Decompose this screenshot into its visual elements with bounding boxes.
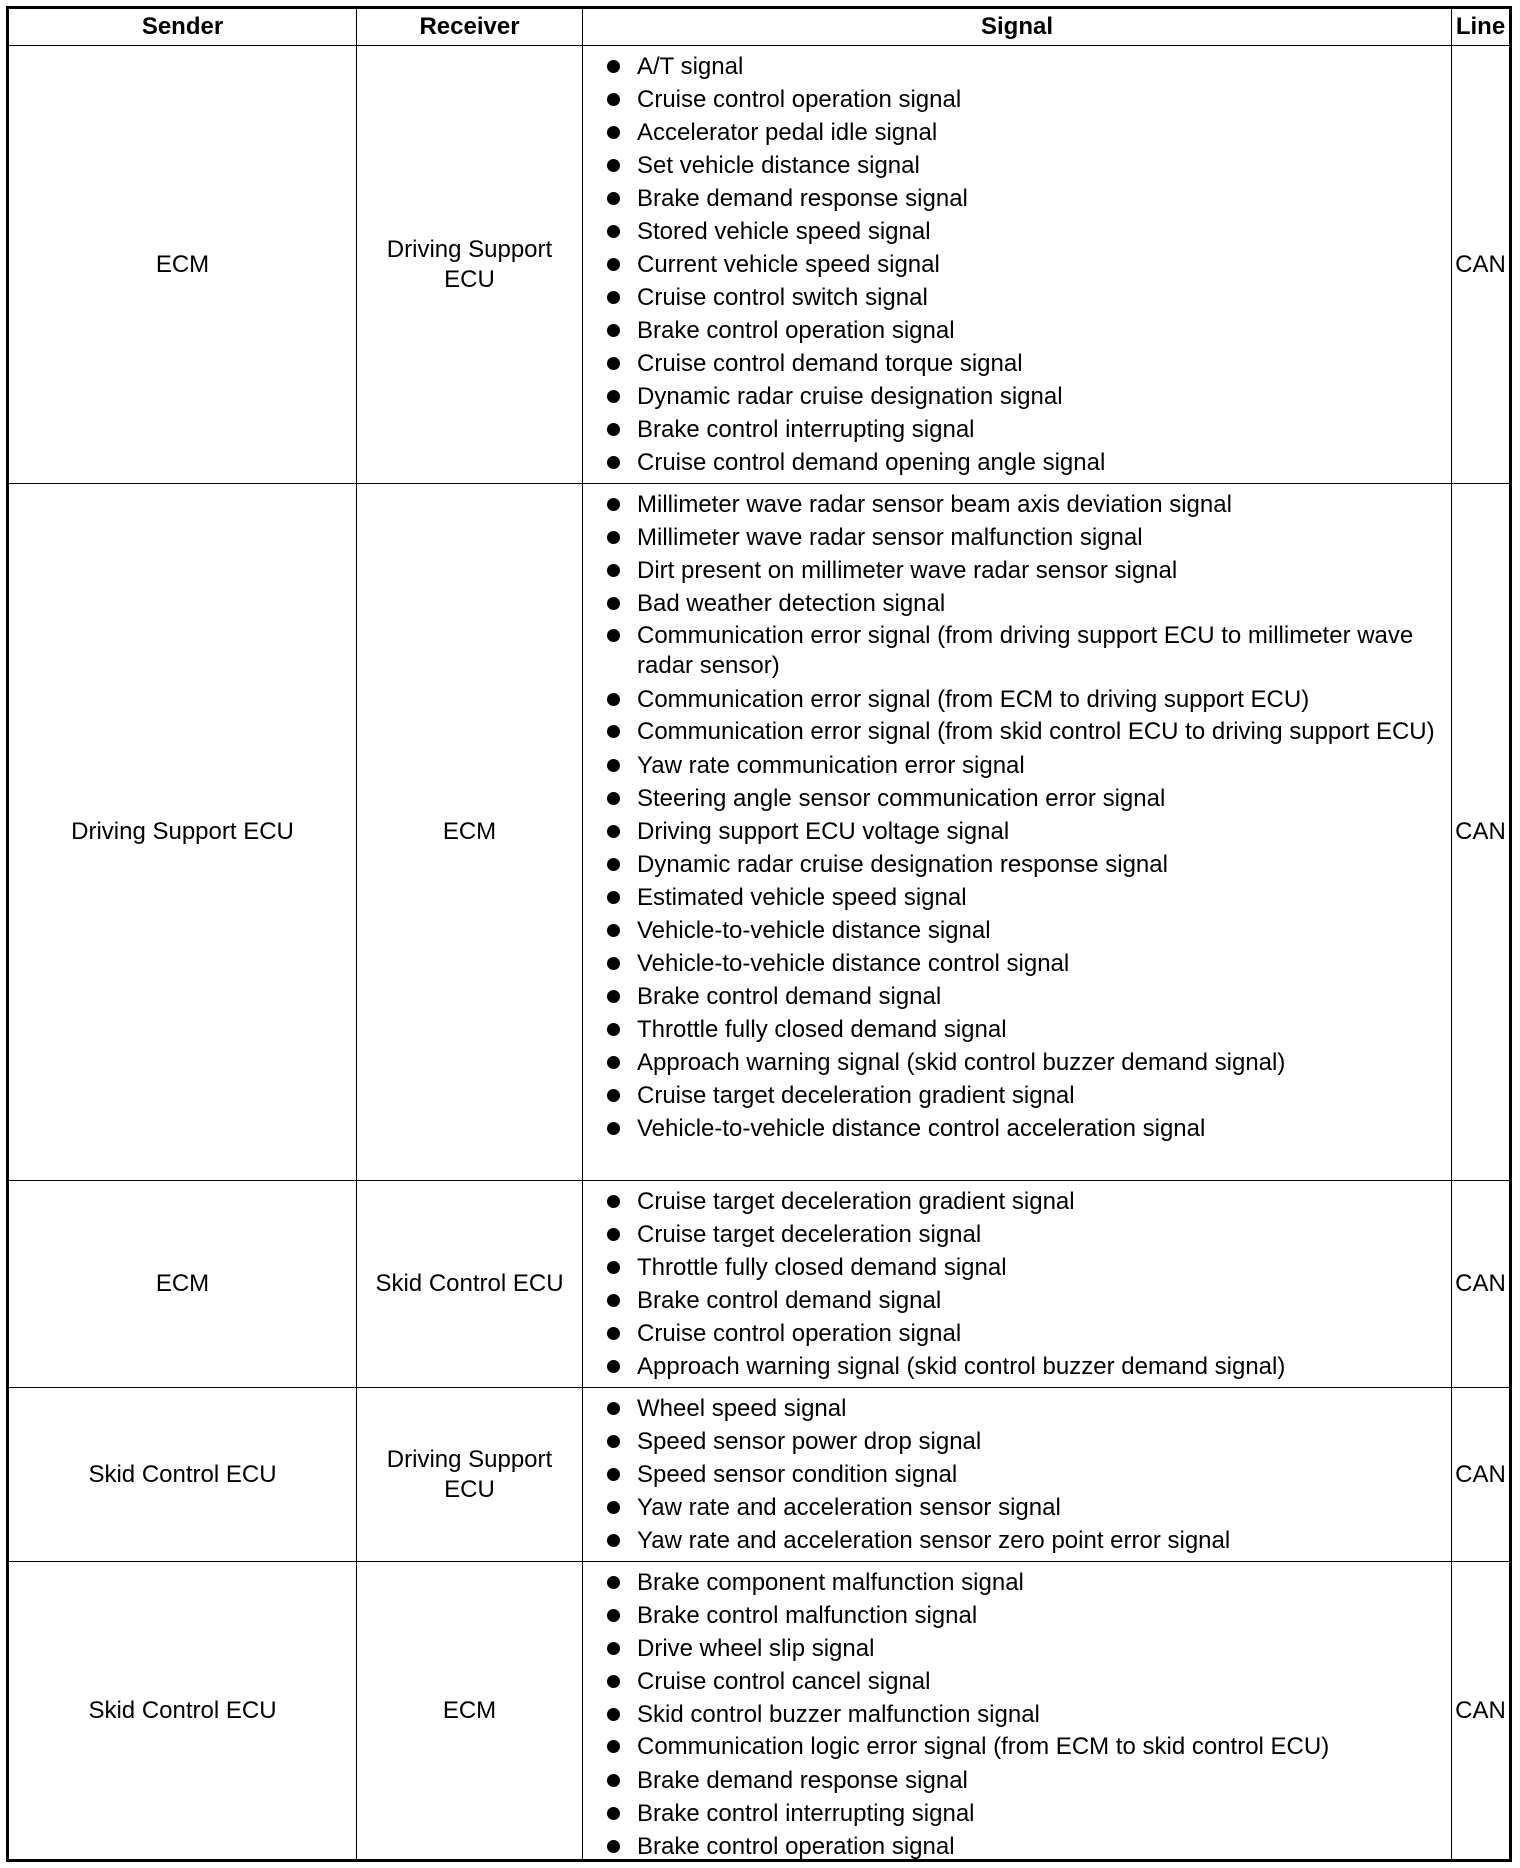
signal-item: Throttle fully closed demand signal	[605, 1251, 1285, 1284]
signal-item: Millimeter wave radar sensor beam axis deviation signal	[605, 488, 1451, 521]
signal-list	[605, 1392, 1230, 1557]
signal-item: Bad weather detection signal	[605, 587, 1451, 620]
signal-item: Speed sensor condition signal	[605, 1458, 1230, 1491]
sender-cell: Skid Control ECU	[9, 1388, 357, 1562]
receiver-cell: ECM	[357, 1562, 583, 1859]
receiver-cell	[357, 46, 583, 484]
signal-list	[605, 50, 1105, 479]
signal-cell	[583, 1181, 1452, 1388]
signal-item: Yaw rate communication error signal	[605, 749, 1451, 782]
signal-item: Vehicle-to-vehicle distance signal	[605, 914, 1451, 947]
signal-item: Dynamic radar cruise designation response signal	[605, 848, 1451, 881]
signal-item: Brake component malfunction signal	[605, 1566, 1329, 1599]
signal-cell	[583, 46, 1452, 484]
line-cell: CAN	[1452, 484, 1509, 1181]
sender-cell: ECM	[9, 1181, 357, 1388]
signal-item: Communication logic error signal (from ECM to skid control ECU)	[605, 1731, 1329, 1764]
signal-item: Skid control buzzer malfunction signal	[605, 1698, 1329, 1731]
signal-item: Steering angle sensor communication error signal	[605, 782, 1451, 815]
signal-list	[605, 488, 1451, 1145]
signal-item: Communication error signal (from driving support ECU to millimeter wave radar sensor)	[605, 620, 1451, 683]
signal-list	[605, 1185, 1285, 1383]
sender-cell: Skid Control ECU	[9, 1562, 357, 1859]
signal-item: Driving support ECU voltage signal	[605, 815, 1451, 848]
signal-cell	[583, 1388, 1452, 1562]
signal-item: Wheel speed signal	[605, 1392, 1230, 1425]
signal-item: Cruise target deceleration signal	[605, 1218, 1285, 1251]
receiver-cell	[357, 1388, 583, 1562]
signal-item: Cruise control demand torque signal	[605, 347, 1105, 380]
receiver-label: Driving Support ECU	[386, 1445, 553, 1503]
header-signal: Signal	[583, 9, 1452, 46]
sender-cell: Driving Support ECU	[9, 484, 357, 1181]
line-cell: CAN	[1452, 1181, 1509, 1388]
signal-item: Brake control demand signal	[605, 980, 1451, 1013]
signal-item: Current vehicle speed signal	[605, 248, 1105, 281]
signal-item: Cruise target deceleration gradient signal	[605, 1185, 1285, 1218]
header-sender: Sender	[9, 9, 357, 46]
receiver-cell: ECM	[357, 484, 583, 1181]
signal-item: Brake control operation signal	[605, 1830, 1329, 1859]
line-cell: CAN	[1455, 1696, 1506, 1724]
signal-item: Dynamic radar cruise designation signal	[605, 380, 1105, 413]
signal-cell	[583, 1562, 1452, 1859]
signal-item: Cruise control switch signal	[605, 281, 1105, 314]
signal-item: Millimeter wave radar sensor malfunction signal	[605, 521, 1451, 554]
signal-item: Vehicle-to-vehicle distance control signal	[605, 947, 1451, 980]
signal-item: Cruise control cancel signal	[605, 1665, 1329, 1698]
line-cell: CAN	[1452, 1388, 1509, 1562]
signal-item: Drive wheel slip signal	[605, 1632, 1329, 1665]
line-cell: CAN	[1452, 46, 1509, 484]
signal-item: Brake control malfunction signal	[605, 1599, 1329, 1632]
sender-cell: ECM	[9, 46, 357, 484]
signal-item: Cruise control operation signal	[605, 83, 1105, 116]
signal-item: Brake demand response signal	[605, 1764, 1329, 1797]
signal-item: Speed sensor power drop signal	[605, 1425, 1230, 1458]
receiver-label: Driving Support ECU	[386, 235, 553, 293]
header-line: Line	[1452, 9, 1509, 46]
signal-item: Brake demand response signal	[605, 182, 1105, 215]
can-signal-table	[6, 6, 1512, 1862]
signal-item: Accelerator pedal idle signal	[605, 116, 1105, 149]
signal-item: A/T signal	[605, 50, 1105, 83]
signal-item: Stored vehicle speed signal	[605, 215, 1105, 248]
receiver-cell: Skid Control ECU	[357, 1181, 583, 1388]
signal-item: Brake control operation signal	[605, 314, 1105, 347]
signal-item: Brake control demand signal	[605, 1284, 1285, 1317]
signal-item: Brake control interrupting signal	[605, 413, 1105, 446]
signal-item: Communication error signal (from skid control ECU to driving support ECU)	[605, 716, 1451, 749]
signal-item: Vehicle-to-vehicle distance control acceleration signal	[605, 1112, 1451, 1145]
header-receiver: Receiver	[357, 9, 583, 46]
signal-item: Brake control interrupting signal	[605, 1797, 1329, 1830]
signal-item: Yaw rate and acceleration sensor signal	[605, 1491, 1230, 1524]
signal-item: Approach warning signal (skid control buzzer demand signal)	[605, 1350, 1285, 1383]
signal-item: Dirt present on millimeter wave radar sensor signal	[605, 554, 1451, 587]
signal-item: Cruise control demand opening angle signal	[605, 446, 1105, 479]
signal-list	[605, 1566, 1329, 1859]
signal-item: Communication error signal (from ECM to driving support ECU)	[605, 683, 1451, 716]
signal-item: Estimated vehicle speed signal	[605, 881, 1451, 914]
signal-item: Yaw rate and acceleration sensor zero point error signal	[605, 1524, 1230, 1557]
signal-item: Cruise control operation signal	[605, 1317, 1285, 1350]
signal-item: Cruise target deceleration gradient signal	[605, 1079, 1451, 1112]
signal-item: Throttle fully closed demand signal	[605, 1013, 1451, 1046]
signal-cell	[583, 484, 1452, 1181]
signal-item: Set vehicle distance signal	[605, 149, 1105, 182]
signal-item: Approach warning signal (skid control buzzer demand signal)	[605, 1046, 1451, 1079]
